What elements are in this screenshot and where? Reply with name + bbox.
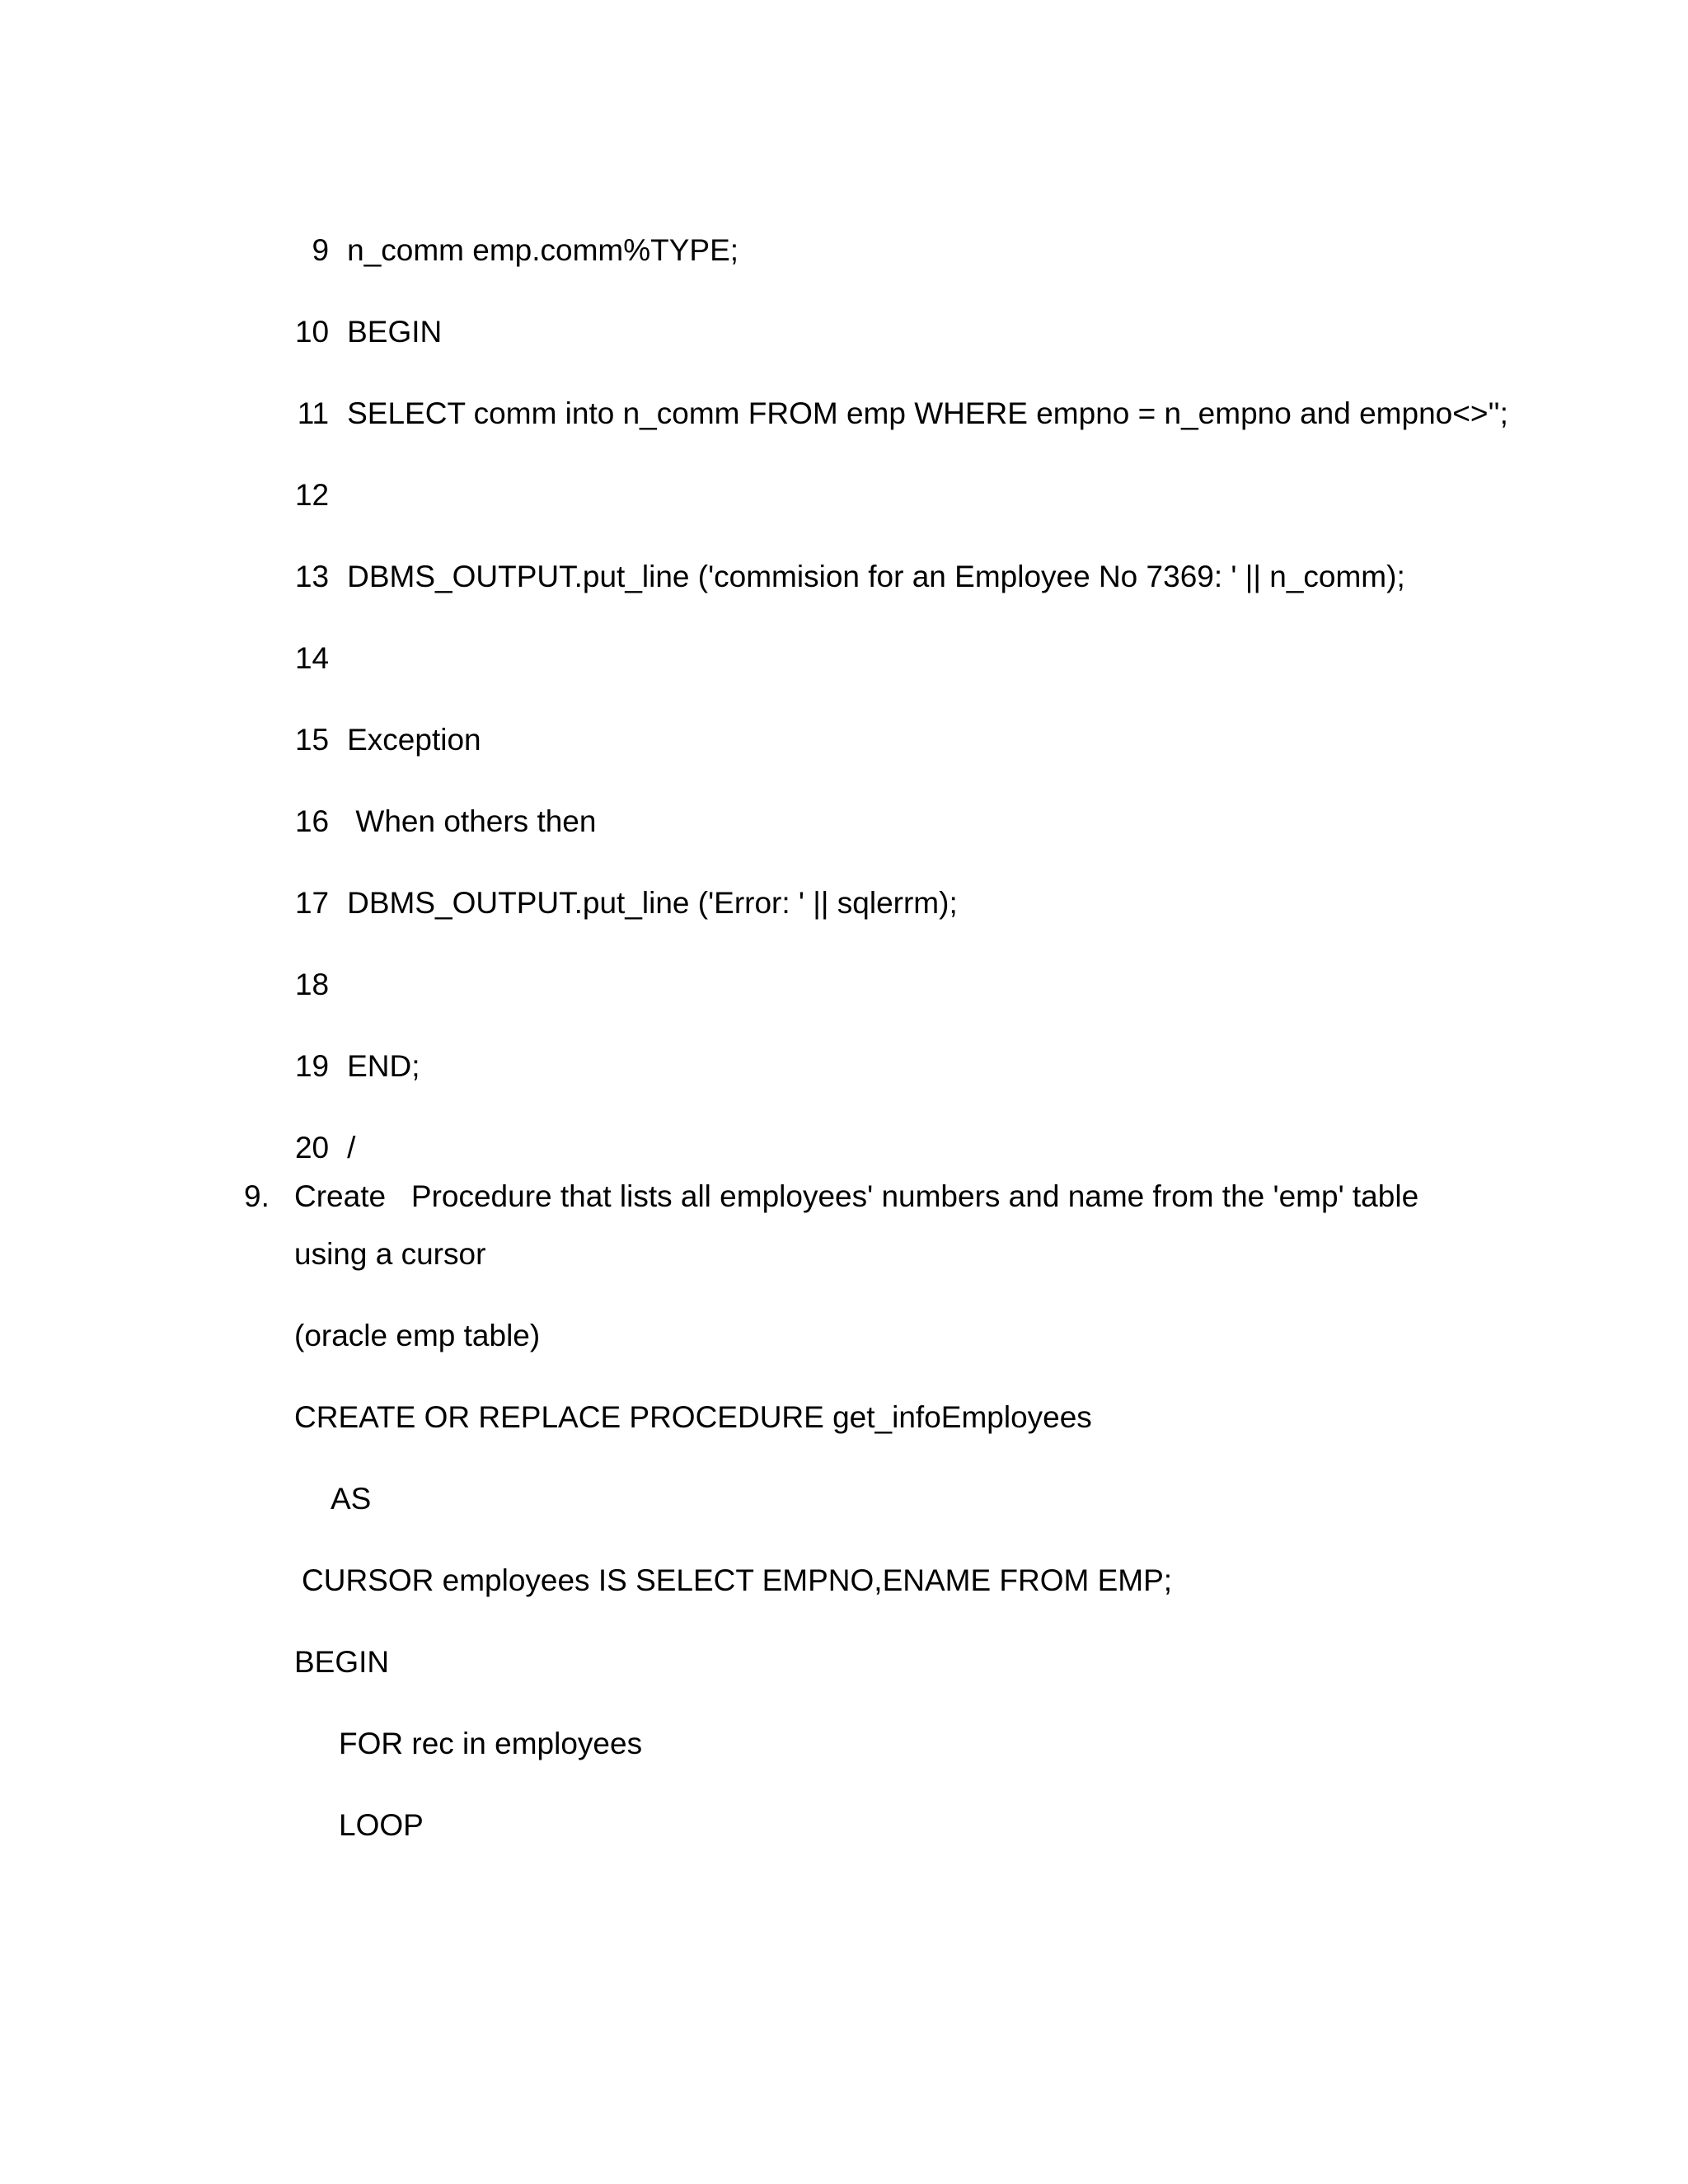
line-number: 14 (294, 641, 330, 675)
line-number: 18 (294, 968, 330, 1001)
code-text: SELECT comm into n_comm FROM emp WHERE empno = n_empno and empno<>''; (347, 396, 1508, 430)
code-text: n_comm emp.comm%TYPE; (347, 233, 739, 267)
line-number: 20 (294, 1131, 330, 1165)
code-text: END; (347, 1049, 420, 1083)
line-number: 16 (294, 804, 330, 838)
code-text: DBMS_OUTPUT.put_line ('Error: ' || sqlerrm); (347, 886, 958, 920)
code-text: DBMS_OUTPUT.put_line ('commision for an Employee No 7369: ' || n_comm); (347, 560, 1405, 593)
procedure-line: CREATE OR REPLACE PROCEDURE get_infoEmployees (294, 1400, 1092, 1434)
procedure-line: BEGIN (294, 1645, 390, 1679)
procedure-note: (oracle emp table) (294, 1319, 541, 1352)
code-line (247, 359, 1508, 468)
question-text-line-1: Create Procedure that lists all employees' numbers and name from the 'emp' table (294, 1179, 1419, 1213)
code-text: BEGIN (347, 315, 443, 349)
code-text: / (347, 1131, 356, 1165)
line-number: 12 (294, 478, 330, 512)
code-line (247, 523, 1405, 631)
procedure-line: AS (331, 1482, 372, 1516)
line-number: 19 (294, 1049, 330, 1083)
question-number: 9. (244, 1179, 270, 1213)
procedure-line: LOOP (339, 1808, 424, 1842)
line-number: 9 (312, 233, 330, 267)
line-number: 17 (294, 886, 330, 920)
line-number: 11 (297, 396, 330, 430)
line-number: 13 (294, 560, 330, 593)
procedure-line: CURSOR employees IS SELECT EMPNO,ENAME FROM EMP; (302, 1563, 1173, 1597)
procedure-line: FOR rec in employees (339, 1727, 643, 1760)
line-number: 10 (294, 315, 330, 349)
line-number: 15 (294, 723, 330, 757)
code-line (247, 849, 958, 958)
question-text-line-2: using a cursor (294, 1237, 486, 1271)
code-text: Exception (347, 723, 481, 757)
code-text: When others then (347, 804, 597, 838)
